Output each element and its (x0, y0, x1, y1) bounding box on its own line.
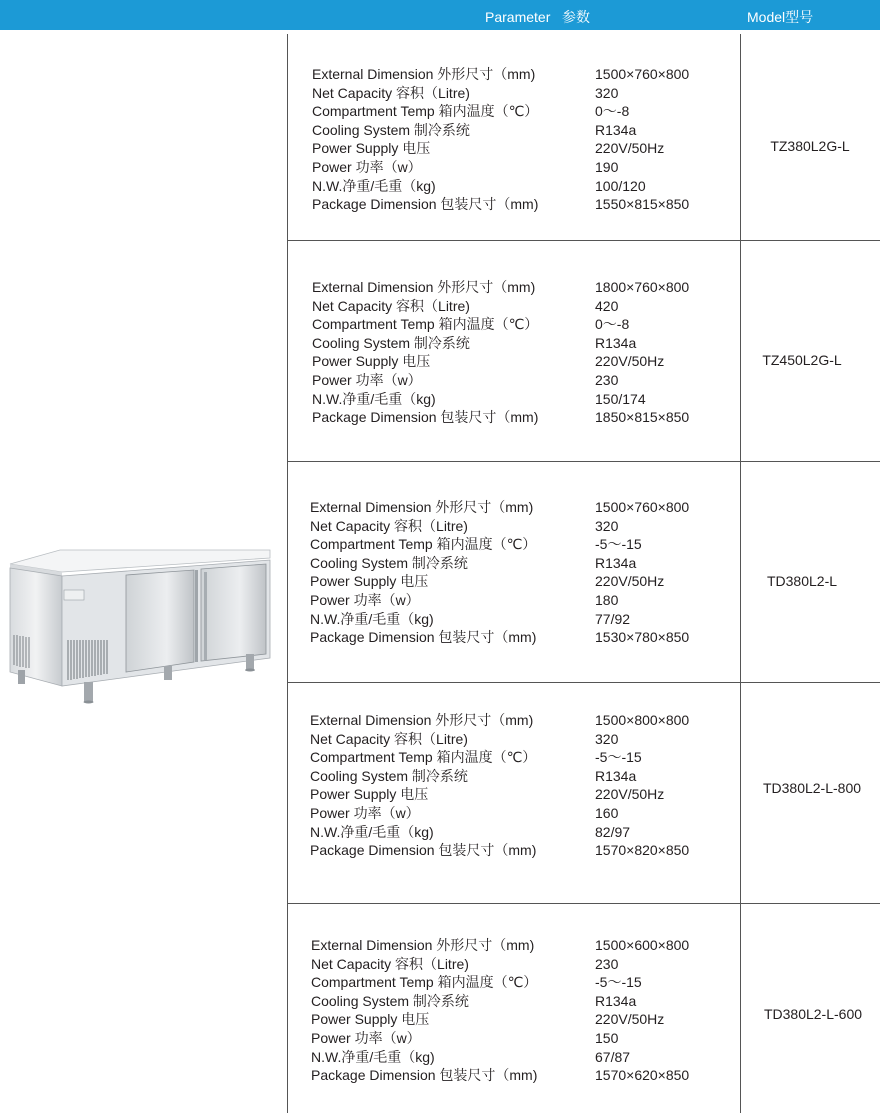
spec-label: N.W.净重/毛重（kg) (312, 177, 436, 194)
spec-label: Package Dimension 包装尺寸（mm) (310, 629, 537, 646)
spec-label: Power 功率（w） (312, 158, 422, 175)
undercounter-refrigerator-icon (8, 540, 274, 705)
column-divider-right (740, 34, 741, 1113)
spec-value: 0～-8 (595, 103, 630, 120)
row-divider (287, 461, 880, 462)
spec-value: 160 (595, 804, 619, 821)
spec-value: 82/97 (595, 823, 631, 840)
model-name: TD380L2-L-800 (762, 780, 862, 796)
spec-label: External Dimension 外形尺寸（mm) (311, 937, 535, 953)
row-divider (287, 240, 880, 241)
spec-label: Compartment Temp 箱内温度（℃） (310, 749, 537, 766)
spec-value: -5～-15 (595, 536, 642, 553)
spec-value: 220V/50Hz (595, 573, 665, 590)
spec-value: R134a (595, 554, 637, 571)
spec-value: 230 (595, 955, 619, 972)
spec-label: Cooling System 制冷系统 (310, 767, 468, 784)
spec-value: 1550×815×850 (595, 196, 690, 213)
model-name: TD380L2-L (766, 573, 838, 589)
model-header: Model型号 (747, 9, 814, 25)
spec-label: Power Supply 电压 (310, 786, 429, 803)
spec-value: 220V/50Hz (595, 1011, 665, 1028)
spec-label: Package Dimension 包装尺寸（mm) (312, 409, 539, 426)
spec-value: 67/87 (595, 1048, 631, 1065)
parameter-header: Parameter 参数 (485, 9, 591, 25)
spec-value: 1570×620×850 (595, 1067, 690, 1084)
spec-value: 1570×820×850 (595, 842, 690, 859)
spec-value: 220V/50Hz (595, 140, 665, 157)
model-name: TZ450L2G-L (762, 352, 842, 368)
spec-label: N.W.净重/毛重（kg) (312, 390, 436, 407)
model-name: TZ380L2G-L (770, 138, 850, 154)
spec-label: Power Supply 电压 (311, 1011, 430, 1028)
spec-label: N.W.净重/毛重（kg) (310, 823, 434, 840)
spec-value: 150 (595, 1029, 619, 1046)
spec-label: Cooling System 制冷系统 (312, 334, 470, 351)
model-name: TD380L2-L-600 (763, 1006, 863, 1022)
column-divider-left (287, 34, 288, 1113)
spec-label: Power Supply 电压 (312, 140, 431, 157)
spec-label: Power 功率（w） (311, 1029, 421, 1046)
spec-value: -5～-15 (595, 974, 642, 991)
spec-label: Power 功率（w） (312, 371, 422, 388)
spec-label: External Dimension 外形尺寸（mm) (312, 66, 536, 82)
spec-label: Compartment Temp 箱内温度（℃） (312, 103, 539, 120)
spec-label: Power 功率（w） (310, 591, 420, 608)
spec-value: 220V/50Hz (595, 353, 665, 370)
spec-value: 1800×760×800 (595, 279, 690, 295)
spec-label: Cooling System 制冷系统 (312, 121, 470, 138)
spec-label: Net Capacity 容积（Litre) (311, 955, 469, 972)
spec-label: Power Supply 电压 (312, 353, 431, 370)
spec-value: 77/92 (595, 610, 631, 627)
spec-value: 320 (595, 517, 619, 534)
spec-value: R134a (595, 334, 637, 351)
spec-label: Power Supply 电压 (310, 573, 429, 590)
spec-value: 180 (595, 591, 619, 608)
spec-value: R134a (595, 992, 637, 1009)
spec-value: 1530×780×850 (595, 629, 690, 646)
spec-label: Cooling System 制冷系统 (310, 554, 468, 571)
spec-value: 420 (595, 297, 619, 314)
spec-label: External Dimension 外形尺寸（mm) (310, 499, 534, 515)
spec-value: 1500×600×800 (595, 937, 690, 953)
spec-value: R134a (595, 767, 637, 784)
spec-value: 1500×800×800 (595, 712, 690, 728)
spec-label: Net Capacity 容积（Litre) (310, 517, 468, 534)
spec-label: Package Dimension 包装尺寸（mm) (311, 1067, 538, 1084)
spec-label: Compartment Temp 箱内温度（℃） (312, 316, 539, 333)
spec-label: Compartment Temp 箱内温度（℃） (310, 536, 537, 553)
spec-value: R134a (595, 121, 637, 138)
spec-value: 1500×760×800 (595, 66, 690, 82)
spec-value: 320 (595, 730, 619, 747)
spec-value: 190 (595, 158, 619, 175)
spec-value: 150/174 (595, 390, 646, 407)
table-header (0, 0, 880, 30)
spec-label: Compartment Temp 箱内温度（℃） (311, 974, 538, 991)
spec-label: External Dimension 外形尺寸（mm) (312, 279, 536, 295)
spec-value: 100/120 (595, 177, 646, 194)
spec-value: 0～-8 (595, 316, 630, 333)
spec-label: External Dimension 外形尺寸（mm) (310, 712, 534, 728)
spec-label: N.W.净重/毛重（kg) (310, 610, 434, 627)
spec-label: Net Capacity 容积（Litre) (312, 84, 470, 101)
spec-value: 1850×815×850 (595, 409, 690, 426)
row-divider (287, 903, 880, 904)
spec-label: Net Capacity 容积（Litre) (310, 730, 468, 747)
spec-value: -5～-15 (595, 749, 642, 766)
spec-label: Net Capacity 容积（Litre) (312, 297, 470, 314)
spec-label: Package Dimension 包装尺寸（mm) (310, 842, 537, 859)
spec-value: 320 (595, 84, 619, 101)
spec-label: Cooling System 制冷系统 (311, 992, 469, 1009)
spec-label: Package Dimension 包装尺寸（mm) (312, 196, 539, 213)
spec-value: 220V/50Hz (595, 786, 665, 803)
spec-value: 1500×760×800 (595, 499, 690, 515)
spec-value: 230 (595, 371, 619, 388)
spec-label: Power 功率（w） (310, 804, 420, 821)
spec-label: N.W.净重/毛重（kg) (311, 1048, 435, 1065)
row-divider (287, 682, 880, 683)
